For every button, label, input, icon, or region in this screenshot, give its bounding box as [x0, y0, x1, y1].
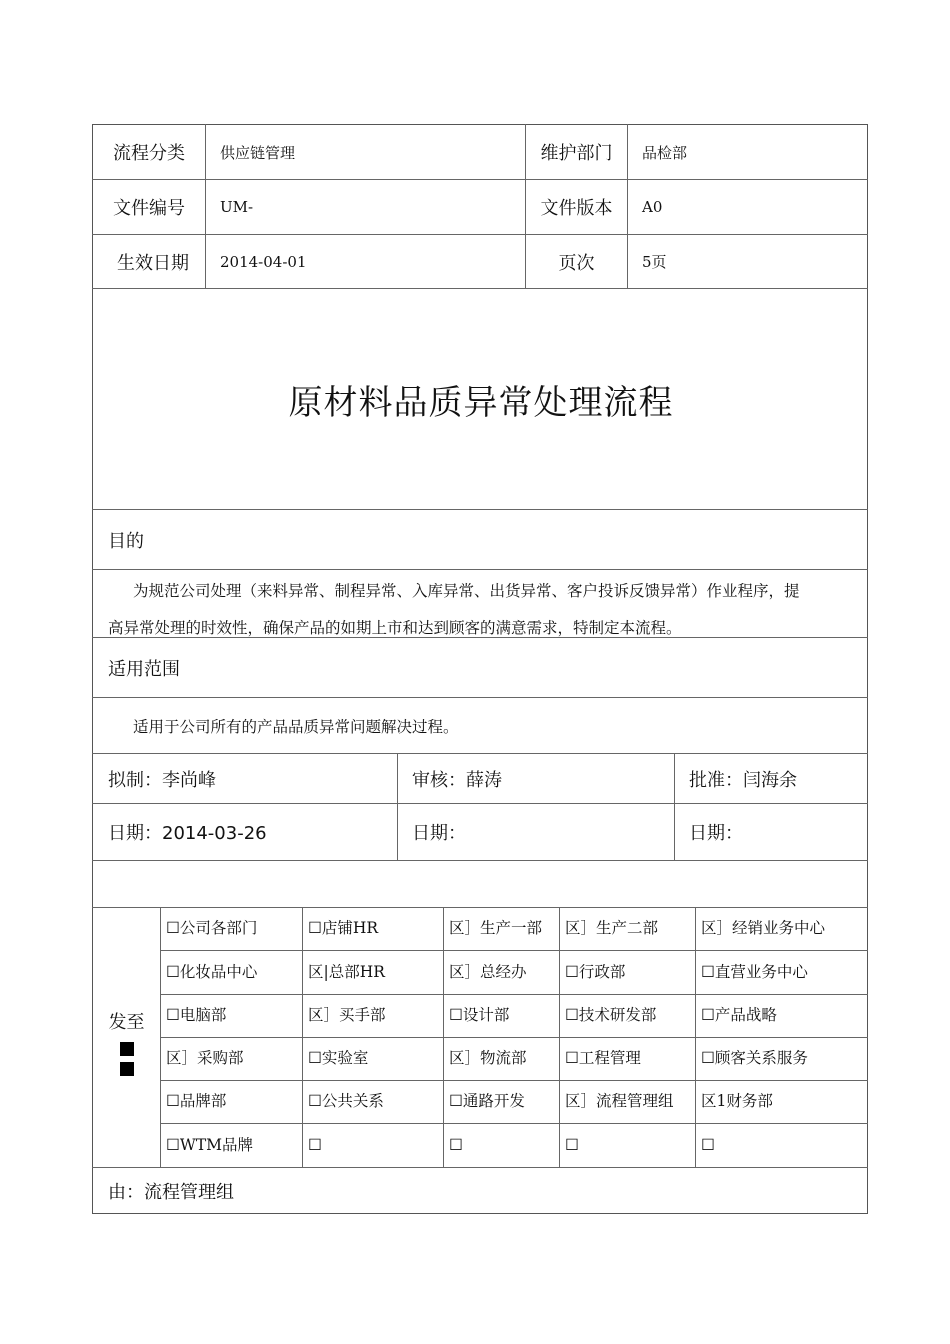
- distribution-label-text: 发至: [108, 1012, 145, 1033]
- distribution-item[interactable]: ☐技术研发部: [565, 1006, 657, 1024]
- scope-text: 适用于公司所有的产品品质异常问题解决过程。: [133, 717, 459, 736]
- drafter: 拟制：李尚峰: [108, 769, 216, 791]
- rule: [92, 569, 868, 570]
- docno-value: UM-: [220, 198, 254, 216]
- distribution-item[interactable]: ☐实验室: [308, 1049, 369, 1067]
- distribution-item[interactable]: ☐品牌部: [166, 1092, 227, 1110]
- distribution-item[interactable]: ☐通路开发: [449, 1092, 525, 1110]
- distribution-item[interactable]: ☐: [449, 1135, 463, 1154]
- distribution-item[interactable]: 区1财务部: [701, 1092, 773, 1110]
- distribution-item[interactable]: ☐直营业务中心: [701, 962, 808, 981]
- distribution-item[interactable]: 区|总部HR: [308, 962, 385, 981]
- distribution-item[interactable]: ☐工程管理: [565, 1049, 641, 1067]
- distribution-item[interactable]: ☐化妆品中心: [166, 962, 258, 981]
- docno-label: 文件编号: [113, 198, 185, 219]
- distribution-item[interactable]: ☐公共关系: [308, 1092, 384, 1110]
- draft-date: 日期：2014-03-26: [108, 823, 267, 844]
- purpose-line-2: 高异常处理的时效性，确保产品的如期上市和达到顾客的满意需求，特制定本流程。: [108, 619, 682, 637]
- distribution-item[interactable]: ☐: [308, 1135, 322, 1154]
- rule: [92, 860, 868, 861]
- distribution-item[interactable]: ☐电脑部: [166, 1006, 227, 1024]
- distribution-item[interactable]: ☐WTM品牌: [166, 1135, 254, 1154]
- version-value: A0: [642, 198, 663, 216]
- rule: [160, 907, 161, 1167]
- purpose-text: [93, 573, 868, 637]
- distribution-item[interactable]: ☐产品战略: [701, 1006, 777, 1024]
- distribution-item[interactable]: ☐公司各部门: [166, 919, 258, 937]
- distribution-item[interactable]: 区］生产二部: [565, 919, 659, 937]
- effective-date-label: 生效日期: [117, 252, 189, 274]
- rule: [674, 753, 675, 860]
- rule: [627, 124, 628, 288]
- distribution-item[interactable]: ☐顾客关系服务: [701, 1049, 808, 1067]
- distribution-item[interactable]: 区］经销业务中心: [701, 919, 826, 937]
- filled-square-icon: [120, 1062, 134, 1076]
- approver: 批准：闫海余: [689, 769, 797, 791]
- rule: [397, 753, 398, 860]
- document-title: 原材料品质异常处理流程: [288, 382, 674, 423]
- rule: [302, 907, 303, 1167]
- effective-date-value: 2014-04-01: [220, 252, 307, 271]
- approve-date: 日期：: [689, 823, 743, 844]
- purpose-line-1: 为规范公司处理（来料异常、制程异常、入库异常、出货异常、客户投诉反馈异常）作业程序，提: [133, 582, 800, 600]
- version-label: 文件版本: [540, 198, 613, 219]
- distribution-item[interactable]: ☐行政部: [565, 962, 626, 981]
- distribution-label: [93, 1008, 160, 1076]
- category-label: 流程分类: [113, 143, 185, 164]
- distribution-item[interactable]: 区］生产一部: [449, 919, 543, 937]
- issued-by: 由：流程管理组: [108, 1182, 234, 1203]
- filled-square-icon: [120, 1042, 134, 1056]
- scope-heading: 适用范围: [108, 658, 180, 680]
- category-value: 供应链管理: [220, 143, 296, 162]
- rule: [559, 907, 560, 1167]
- reviewer: 审核：薛涛: [412, 769, 502, 791]
- review-date: 日期：: [412, 823, 466, 844]
- dept-label: 维护部门: [540, 143, 613, 164]
- rule: [443, 907, 444, 1167]
- pages-label: 页次: [558, 252, 595, 274]
- distribution-item[interactable]: ☐: [565, 1135, 579, 1154]
- distribution-item[interactable]: ☐设计部: [449, 1006, 510, 1024]
- distribution-item[interactable]: 区］采购部: [166, 1049, 244, 1067]
- distribution-item[interactable]: ☐: [701, 1135, 715, 1154]
- rule: [695, 907, 696, 1167]
- distribution-item[interactable]: ☐店铺HR: [308, 919, 379, 937]
- distribution-item[interactable]: 区］物流部: [449, 1049, 527, 1067]
- dept-value: 品检部: [642, 143, 688, 162]
- distribution-item[interactable]: 区］流程管理组: [565, 1092, 674, 1110]
- pages-value: 5页: [642, 253, 667, 271]
- distribution-item[interactable]: 区］买手部: [308, 1006, 386, 1024]
- purpose-heading: 目的: [108, 530, 144, 552]
- distribution-item[interactable]: 区］总经办: [449, 962, 527, 981]
